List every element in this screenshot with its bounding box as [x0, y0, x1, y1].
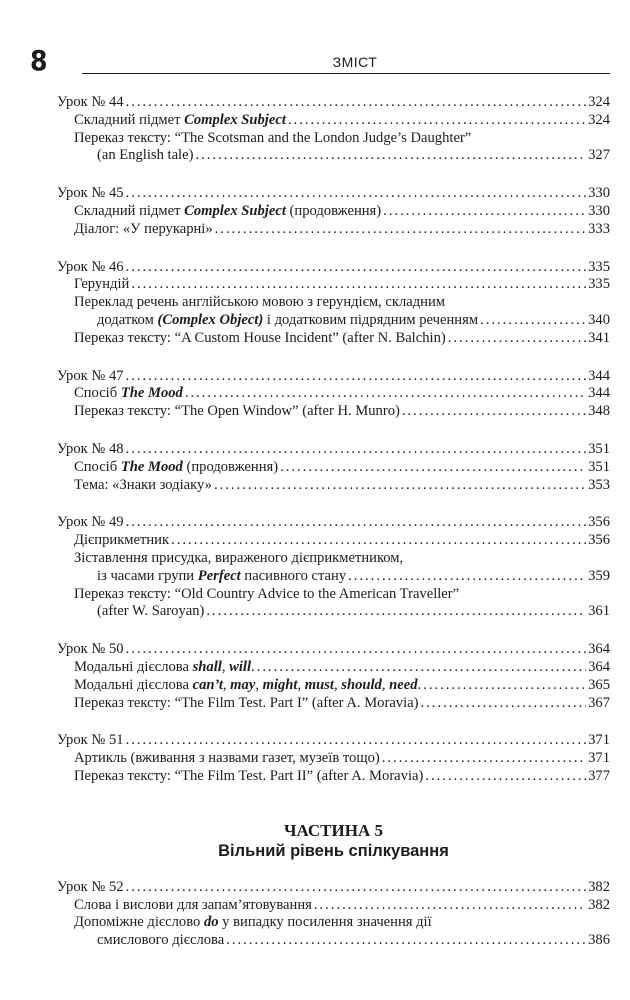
- page-ref: 335: [588, 276, 610, 293]
- dot-leader: [131, 276, 586, 294]
- toc-entry-continuation: [57, 603, 610, 621]
- lesson-title-row: [57, 94, 610, 112]
- entry-text: [74, 221, 213, 239]
- lesson-block: [57, 368, 610, 421]
- entry-text-segment: із часами групи: [97, 567, 198, 584]
- page-ref: 324: [588, 94, 610, 110]
- entry-text-segment: Спосіб: [74, 385, 121, 402]
- entry-text-segment: Слова і вислови для запам’ятовування: [74, 896, 312, 913]
- entry-text-segment: (продовження): [182, 458, 279, 475]
- lesson-block: [57, 879, 610, 950]
- entry-text: [74, 294, 445, 312]
- entry-text-segment: Тема: «Знаки зодіаку»: [74, 476, 212, 493]
- entry-text-segment: (an English tale): [97, 147, 194, 164]
- toc-entry: [57, 586, 610, 604]
- lesson-title-row: [57, 732, 610, 750]
- toc-entry: [57, 550, 610, 568]
- term-emphasis: The Mood: [120, 458, 183, 475]
- toc-entry: [57, 897, 610, 915]
- page-ref: 330: [588, 202, 610, 219]
- toc-entry-continuation: [57, 147, 610, 165]
- toc-entry-continuation: [57, 312, 610, 330]
- term-bold: [263, 677, 298, 693]
- entry-text: [74, 477, 212, 495]
- dot-leader: [185, 385, 586, 403]
- entry-text: [74, 330, 446, 348]
- dot-leader: [126, 879, 586, 897]
- entry-text: [74, 203, 381, 221]
- toc-entry: [57, 112, 610, 130]
- entry-text: Урок № 50: [57, 641, 124, 658]
- entry-text-segment: Складний підмет: [74, 202, 185, 219]
- page-ref: 327: [588, 147, 610, 164]
- term-bold: [229, 659, 251, 675]
- entry-text-segment: Переказ тексту: “The Film Test. Part II” (after A. Moravia): [74, 767, 424, 784]
- dot-leader: [126, 441, 586, 459]
- page-ref: 371: [588, 750, 610, 767]
- term-bold: [193, 659, 222, 675]
- entry-text-segment: пасивного стану: [240, 567, 347, 584]
- page-ref: 351: [588, 458, 610, 475]
- dot-leader: [480, 312, 586, 330]
- toc-entry: [57, 659, 610, 677]
- entry-text-segment: ,: [333, 676, 342, 693]
- dot-leader: [288, 112, 586, 130]
- entry-text-segment: Складний підмет: [74, 111, 185, 128]
- page-ref: 382: [588, 878, 610, 895]
- part-title: ЧАСТИНА 5: [284, 820, 383, 840]
- term-emphasis: should: [341, 676, 382, 693]
- entry-text-segment: смислового дієслова: [97, 932, 225, 949]
- entry-text-segment: (after W. Saroyan): [97, 603, 205, 620]
- term-emphasis: must: [304, 676, 334, 693]
- entry-text: Урок № 47: [57, 367, 124, 384]
- page-ref: 330: [588, 185, 610, 202]
- page-ref: 367: [588, 694, 610, 711]
- page-ref: 335: [588, 258, 610, 275]
- dot-leader: [425, 768, 586, 786]
- term-bold: [230, 677, 255, 693]
- dot-leader: [448, 330, 586, 348]
- page-ref: 382: [588, 896, 610, 913]
- entry-text-segment: у випадку посилення значення дії: [218, 914, 432, 931]
- page-ref: 364: [588, 641, 610, 658]
- entry-text-segment: Переклад речень англійською мовою з герундієм, складним: [74, 294, 446, 311]
- entry-text-segment: Зіставлення присудка, вираженого дієприкметником,: [74, 549, 404, 566]
- dot-leader: [348, 568, 586, 586]
- entry-text-segment: Переказ тексту: “The Film Test. Part I” (after A. Moravia): [74, 694, 419, 711]
- dot-leader: [206, 603, 586, 621]
- lesson-block: [57, 185, 610, 238]
- dot-leader: [280, 459, 586, 477]
- entry-text: [74, 914, 432, 932]
- page-ref: 351: [588, 440, 610, 457]
- toc-entry: [57, 914, 610, 932]
- term-emphasis: Complex Subject: [184, 202, 286, 219]
- header-title: ЗМІСТ: [332, 54, 378, 70]
- entry-text-segment: ,: [221, 658, 230, 675]
- entry-text-segment: Діалог: «У перукарні»: [74, 220, 213, 237]
- toc-entry: [57, 403, 610, 421]
- entry-text-segment: Модальні дієслова: [74, 676, 193, 693]
- entry-text-segment: (продовження): [285, 202, 382, 219]
- entry-text: Урок № 46: [57, 258, 124, 275]
- dot-leader: [257, 659, 586, 677]
- entry-text-segment: .: [417, 676, 422, 693]
- dot-leader: [382, 750, 586, 768]
- entry-text: [74, 112, 286, 130]
- lesson-block: [57, 732, 610, 785]
- entry-text-segment: Герундій: [74, 276, 130, 293]
- page-ref: 364: [588, 658, 610, 675]
- entry-text-segment: Модальні дієслова: [74, 658, 193, 675]
- page-ref: 361: [588, 603, 610, 620]
- lesson-title-row: [57, 514, 610, 532]
- entry-text-segment: і додатковим підрядним реченням: [263, 311, 479, 328]
- toc-entry: [57, 477, 610, 495]
- page-ref: 348: [588, 403, 610, 420]
- entry-text-segment: Дієприкметник: [74, 532, 170, 549]
- entry-text: Урок № 51: [57, 732, 124, 749]
- page-ref: 340: [588, 311, 610, 328]
- page-ref: 333: [588, 220, 610, 237]
- entry-text: [97, 312, 478, 330]
- dot-leader: [195, 147, 586, 165]
- entry-text: Урок № 52: [57, 878, 124, 895]
- entry-text: [74, 586, 459, 604]
- page-ref: 386: [588, 932, 610, 949]
- entry-text: [74, 550, 403, 568]
- term-bold: [184, 112, 286, 128]
- toc-entry: [57, 695, 610, 713]
- dot-leader: [126, 185, 586, 203]
- dot-leader: [383, 203, 586, 221]
- dot-leader: [126, 368, 586, 386]
- entry-text-segment: Переказ тексту: “A Custom House Incident” (after N. Balchin): [74, 329, 446, 346]
- page-ref: 344: [588, 385, 610, 402]
- entry-text: [97, 568, 346, 586]
- entry-text: [74, 768, 423, 786]
- toc-entry: [57, 385, 610, 403]
- header-rule: [82, 73, 610, 74]
- entry-text-segment: Артикль (вживання з назвами газет, музеїв тощо): [74, 750, 380, 767]
- term-emphasis: The Mood: [120, 385, 183, 402]
- page-ref: 341: [588, 329, 610, 346]
- page-ref: 365: [588, 676, 610, 693]
- toc-entry: [57, 294, 610, 312]
- term-emphasis: need: [389, 676, 418, 693]
- entry-text: [74, 677, 421, 695]
- entry-text: [74, 695, 419, 713]
- toc-entry-continuation: [57, 568, 610, 586]
- entry-text-segment: ,: [297, 676, 305, 693]
- term-emphasis: will: [229, 658, 252, 675]
- page-ref: 359: [588, 567, 610, 584]
- term-bold: [121, 459, 183, 475]
- entry-text-segment: .: [251, 658, 255, 675]
- term-bold: [121, 385, 183, 401]
- part-heading: [57, 821, 610, 861]
- entry-text-segment: ,: [222, 676, 231, 693]
- lesson-block: [57, 641, 610, 712]
- entry-text: Урок № 44: [57, 94, 124, 110]
- page-ref: 356: [588, 532, 610, 549]
- toc-entry: [57, 768, 610, 786]
- toc-entry: [57, 276, 610, 294]
- entry-text-segment: Спосіб: [74, 458, 121, 475]
- entry-text: [74, 459, 278, 477]
- term-bold: [157, 312, 263, 328]
- toc-entry: [57, 221, 610, 239]
- lesson-title-row: [57, 879, 610, 897]
- toc-entry: [57, 330, 610, 348]
- page-ref: 377: [588, 767, 610, 784]
- dot-leader: [423, 677, 586, 695]
- entry-text-segment: додатком: [97, 311, 158, 328]
- entry-text: Урок № 45: [57, 185, 124, 202]
- entry-text: [74, 130, 471, 148]
- term-emphasis: (Complex Object): [157, 311, 264, 328]
- lessons-group-before: [57, 94, 610, 786]
- dot-leader: [171, 532, 586, 550]
- entry-text: [74, 385, 183, 403]
- term-bold: [389, 677, 417, 693]
- lesson-title-row: [57, 641, 610, 659]
- dot-leader: [421, 695, 587, 713]
- term-bold: [198, 568, 241, 584]
- lesson-title-row: [57, 259, 610, 277]
- term-emphasis: might: [262, 676, 298, 693]
- term-bold: [193, 677, 223, 693]
- table-of-contents: [57, 94, 610, 970]
- page-ref: 353: [588, 476, 610, 493]
- term-emphasis: may: [230, 676, 256, 693]
- term-bold: [305, 677, 334, 693]
- page-ref: 371: [588, 732, 610, 749]
- entry-text: [97, 603, 204, 621]
- dot-leader: [214, 477, 586, 495]
- part-subtitle: Вільний рівень спілкування: [218, 841, 449, 860]
- lesson-block: [57, 441, 610, 494]
- page-ref: 324: [588, 111, 610, 128]
- term-bold: [184, 203, 286, 219]
- dot-leader: [402, 403, 586, 421]
- entry-text: Урок № 49: [57, 514, 124, 531]
- entry-text-segment: Переказ тексту: “The Scotsman and the London Judge’s Daughter”: [74, 129, 472, 146]
- toc-entry: [57, 532, 610, 550]
- dot-leader: [126, 641, 586, 659]
- entry-text: [74, 659, 255, 677]
- running-header: [30, 44, 610, 80]
- lesson-block: [57, 94, 610, 165]
- term-emphasis: Complex Subject: [184, 111, 286, 128]
- lesson-block: [57, 259, 610, 348]
- entry-text: [74, 276, 129, 294]
- lesson-title-row: [57, 441, 610, 459]
- toc-entry: [57, 130, 610, 148]
- entry-text-segment: ,: [255, 676, 263, 693]
- term-emphasis: Perfect: [197, 567, 241, 584]
- term-emphasis: do: [203, 914, 219, 931]
- toc-entry: [57, 203, 610, 221]
- page-ref: 356: [588, 514, 610, 531]
- entry-text-segment: Переказ тексту: “Old Country Advice to the American Traveller”: [74, 585, 460, 602]
- entry-text: [74, 403, 400, 421]
- term-bold: [341, 677, 382, 693]
- lesson-title-row: [57, 185, 610, 203]
- toc-entry: [57, 459, 610, 477]
- term-emphasis: shall: [192, 658, 222, 675]
- toc-entry: [57, 677, 610, 695]
- entry-text-segment: Переказ тексту: “The Open Window” (after H. Munro): [74, 403, 400, 420]
- dot-leader: [126, 94, 586, 112]
- dot-leader: [126, 732, 586, 750]
- toc-entry: [57, 750, 610, 768]
- entry-text: [74, 750, 380, 768]
- toc-entry-continuation: [57, 932, 610, 950]
- term-bold: [204, 914, 219, 930]
- entry-text: [74, 897, 312, 915]
- dot-leader: [126, 514, 586, 532]
- entry-text: Урок № 48: [57, 440, 124, 457]
- lessons-group-after: [57, 879, 610, 950]
- entry-text-segment: Допоміжне дієслово: [74, 914, 204, 931]
- lesson-title-row: [57, 368, 610, 386]
- entry-text: [74, 532, 169, 550]
- term-emphasis: can’t: [192, 676, 223, 693]
- page-number: 8: [30, 44, 48, 77]
- dot-leader: [314, 897, 586, 915]
- dot-leader: [126, 259, 586, 277]
- entry-text-segment: ,: [381, 676, 390, 693]
- lesson-block: [57, 514, 610, 621]
- entry-text: [97, 147, 193, 165]
- dot-leader: [215, 221, 586, 239]
- dot-leader: [226, 932, 586, 950]
- page-ref: 344: [588, 367, 610, 384]
- entry-text: [97, 932, 224, 950]
